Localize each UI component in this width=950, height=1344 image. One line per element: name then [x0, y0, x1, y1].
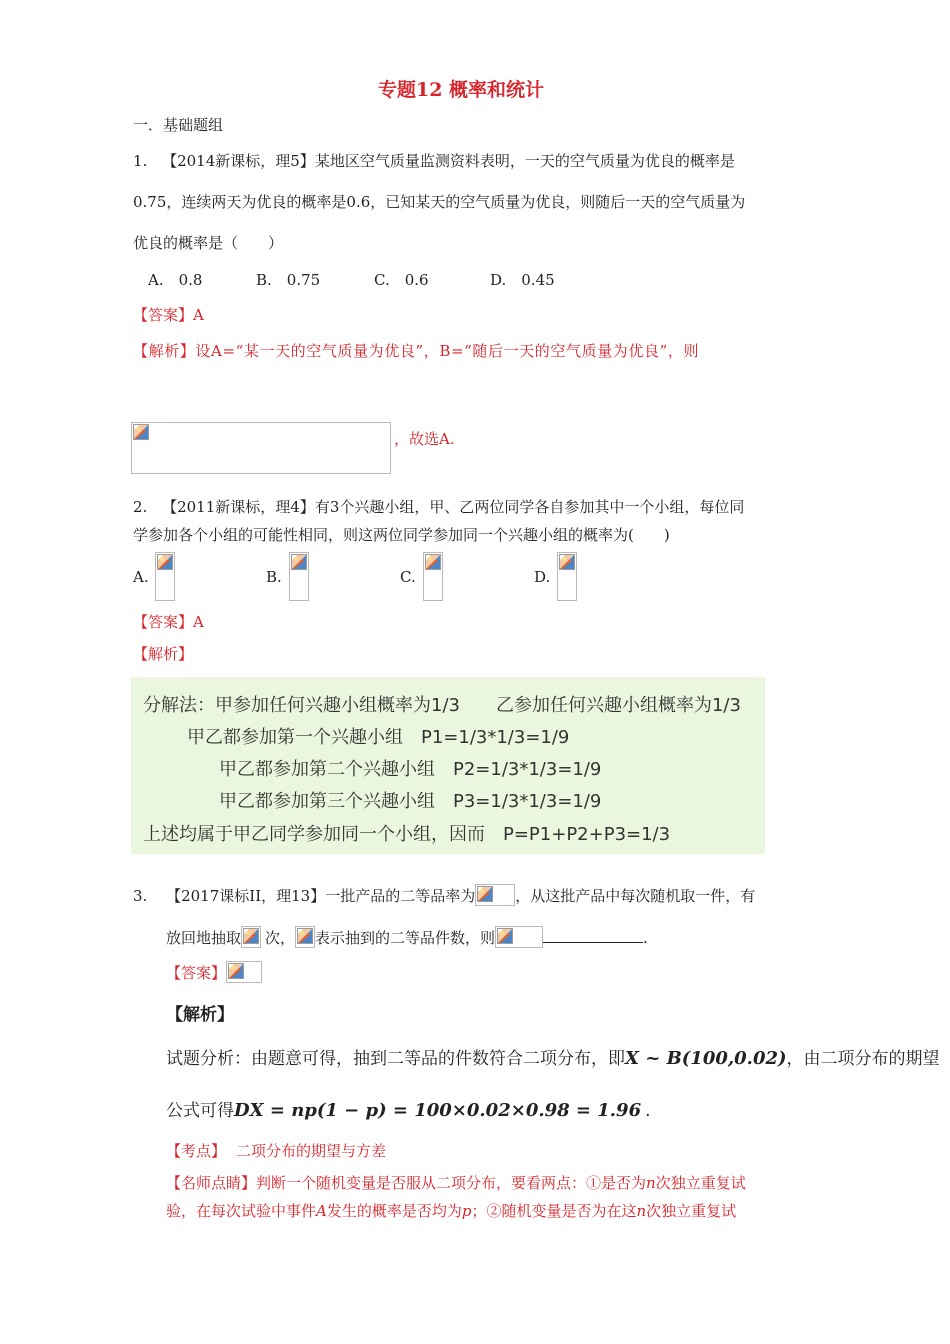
q1-analysis	[133, 340, 699, 361]
solution-line-5: 上述均属于甲乙同学参加同一个小组，因而 P=P1+P2+P3=1/3	[143, 824, 671, 845]
q3-text-2a: 放回地抽取	[166, 929, 242, 947]
broken-image-icon	[291, 554, 307, 570]
q3-source: 【2017课标II，理13】	[166, 887, 326, 905]
q3-teacher-text-2d: 次独立重复试	[646, 1202, 737, 1220]
q1-source: 【2014新课标，理5】	[162, 152, 315, 170]
broken-image-icon	[228, 963, 244, 979]
q1-answer-value: A	[193, 306, 204, 324]
q2-answer	[133, 611, 204, 632]
q3-text-2d: .	[643, 929, 648, 947]
q2-text-1: 有3个兴趣小组，甲、乙两位同学各自参加其中一个小组，每位同	[314, 498, 745, 516]
broken-image-icon	[157, 554, 173, 570]
q3-analysis-text-2: 公式可得	[166, 1101, 234, 1121]
q2-option-c-image	[423, 552, 443, 601]
q3-count-image	[241, 926, 261, 948]
q3-teacher-text-1b: 次独立重复试	[655, 1174, 746, 1192]
q1-line2: 0.75，连续两天为优良的概率是0.6，已知某天的空气质量为优良，则随后一天的空气质量为	[133, 193, 746, 211]
q1-option-d: D. 0.45	[490, 271, 555, 289]
q1-analysis-text: 设A=“某一天的空气质量为优良”，B=“随后一天的空气质量为优良”，则	[195, 342, 700, 360]
q2-line1	[133, 496, 744, 517]
q3-teacher-line1	[166, 1172, 746, 1193]
q3-text-1a: 一批产品的二等品率为	[325, 887, 476, 905]
q2-option-d: D.	[534, 568, 551, 586]
q2-option-a-image	[155, 552, 175, 601]
q3-number: 3.	[133, 887, 148, 905]
q2-option-c: C.	[400, 568, 416, 586]
q3-teacher-line2	[166, 1200, 736, 1221]
q3-analysis-line2	[166, 1096, 651, 1121]
q1-number: 1.	[133, 152, 148, 170]
q3-line1	[133, 885, 755, 906]
q3-line2	[166, 927, 648, 948]
q1-text-1: 某地区空气质量监测资料表明，一天的空气质量为优良的概率是	[314, 152, 735, 170]
q2-option-d-image	[557, 552, 577, 601]
q1-line3: 优良的概率是（ ）	[133, 234, 284, 252]
q3-teacher-p: p	[461, 1202, 472, 1220]
q1-conclusion: ，故选A.	[394, 430, 455, 448]
q2-analysis-tag: 【解析】	[133, 645, 194, 663]
q3-teacher-text-2c: ；②随机变量是否为在这	[471, 1202, 637, 1220]
q2-answer-tag: 【答案】	[133, 613, 194, 631]
q3-dx-image	[495, 926, 543, 948]
q3-text-2c: 表示抽到的二等品件数，则	[315, 929, 496, 947]
broken-image-icon	[559, 554, 575, 570]
q2-option-b-image	[289, 552, 309, 601]
q3-x-image	[295, 926, 315, 948]
q3-variance-formula: DX = np(1 − p) = 100×0.02×0.98 = 1.96	[234, 1100, 642, 1121]
q1-answer-tag: 【答案】	[133, 306, 194, 324]
q3-answer-image	[226, 961, 262, 983]
solution-line-2: 甲乙都参加第一个兴趣小组 P1=1/3*1/3=1/9	[187, 727, 570, 748]
q1-option-c: C. 0.6	[374, 271, 429, 289]
q3-analysis-text-2-end: .	[645, 1101, 651, 1121]
q1-option-a: A. 0.8	[148, 271, 203, 289]
q3-answer-tag: 【答案】	[166, 964, 227, 982]
q2-option-b: B.	[266, 568, 282, 586]
q3-kaodian	[166, 1140, 386, 1161]
q3-blank-line	[543, 928, 643, 943]
q2-option-a: A.	[133, 568, 149, 586]
q1-option-b: B. 0.75	[256, 271, 321, 289]
q3-text-1b: ，从这批产品中每次随机取一件，有	[515, 887, 756, 905]
q3-analysis-line1	[166, 1044, 940, 1069]
q2-source: 【2011新课标，理4】	[162, 498, 315, 516]
solution-line-1: 分解法：甲参加任何兴趣小组概率为1/3 乙参加任何兴趣小组概率为1/3	[143, 695, 741, 716]
q2-number: 2.	[133, 498, 148, 516]
q3-kaodian-text: 二项分布的期望与方差	[236, 1142, 387, 1160]
q1-answer	[133, 304, 204, 325]
q1-analysis-tag: 【解析】	[133, 342, 196, 360]
q3-analysis-text-1: 试题分析：由题意可得，抽到二等品的件数符合二项分布，即	[166, 1049, 625, 1069]
q3-analysis-tag: 【解析】	[166, 1005, 234, 1025]
q3-teacher-text-2b: 发生的概率是否均为	[326, 1202, 462, 1220]
q3-teacher-text-2a: 验，在每次试验中事件	[166, 1202, 317, 1220]
solution-line-4: 甲乙都参加第三个兴趣小组 P3=1/3*1/3=1/9	[219, 791, 602, 812]
q3-teacher-n-2: n	[636, 1202, 647, 1220]
q1-line1	[133, 150, 735, 171]
page-title: 专题12 概率和统计	[378, 79, 545, 101]
broken-image-icon	[243, 928, 259, 944]
broken-image-icon	[297, 928, 313, 944]
q2-answer-value: A	[193, 613, 204, 631]
broken-image-icon	[477, 886, 493, 902]
q3-answer	[166, 962, 262, 983]
q3-text-2b: 次，	[265, 929, 296, 947]
broken-image-icon	[425, 554, 441, 570]
q1-formula-image	[131, 422, 391, 474]
q3-teacher-event-a: A	[316, 1202, 327, 1220]
q3-teacher-tag: 【名师点睛】	[166, 1174, 257, 1192]
q2-solution-box	[131, 677, 765, 854]
q3-rate-image	[475, 884, 515, 906]
q3-binomial-formula: X ~ B(100,0.02)	[625, 1048, 787, 1069]
broken-image-icon	[133, 424, 149, 440]
section-heading: 一．基础题组	[133, 116, 224, 134]
broken-image-icon	[497, 928, 513, 944]
q3-kaodian-tag: 【考点】	[166, 1142, 227, 1160]
solution-line-3: 甲乙都参加第二个兴趣小组 P2=1/3*1/3=1/9	[219, 759, 602, 780]
q2-line2: 学参加各个小组的可能性相同，则这两位同学参加同一个兴趣小组的概率为( )	[133, 526, 670, 544]
q3-teacher-text-1a: 判断一个随机变量是否服从二项分布，要看两点：①是否为	[256, 1174, 647, 1192]
q3-teacher-n-1: n	[646, 1174, 656, 1192]
q3-analysis-text-1-end: ，由二项分布的期望	[786, 1049, 940, 1069]
